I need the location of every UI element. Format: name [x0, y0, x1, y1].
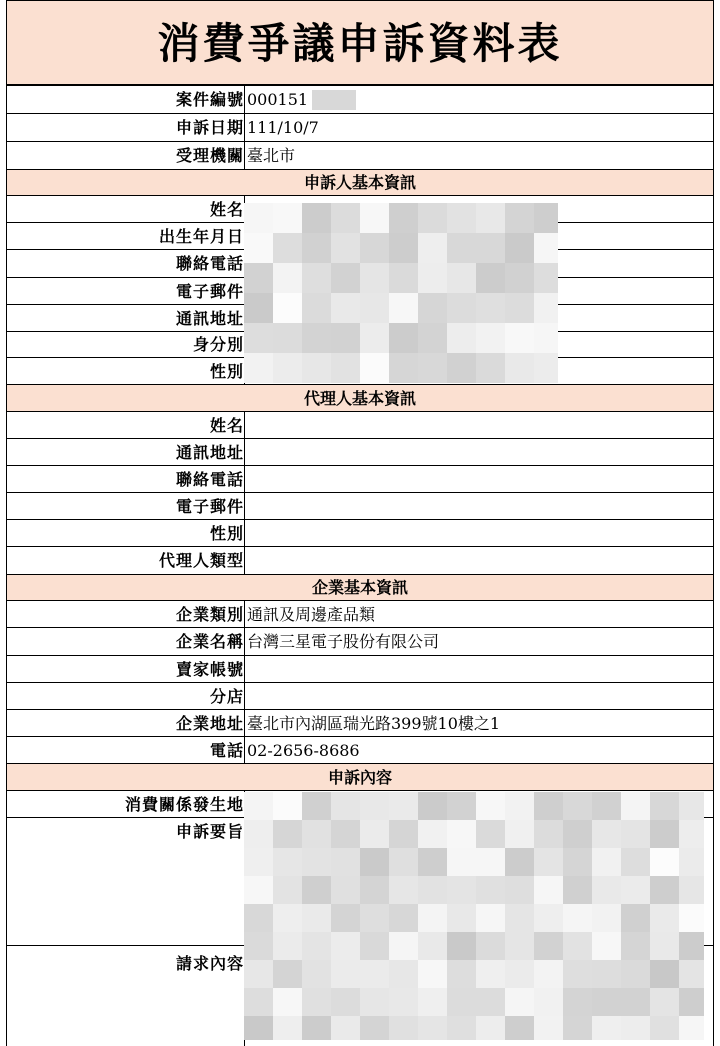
- redaction-cell: [244, 932, 273, 960]
- redaction-cell: [563, 792, 592, 820]
- redaction-cell: [389, 820, 418, 848]
- redaction-cell: [505, 792, 534, 820]
- redaction-cell: [621, 820, 650, 848]
- redaction-cell: [534, 323, 558, 353]
- redaction-cell: [476, 848, 505, 876]
- redaction-cell: [273, 960, 302, 988]
- redaction-cell: [418, 233, 447, 263]
- redaction-cell: [302, 233, 331, 263]
- redaction-cell: [621, 904, 650, 932]
- redaction-cell: [476, 233, 505, 263]
- company-value: [244, 683, 713, 710]
- agent-row: [6, 547, 714, 575]
- redaction-cell: [476, 792, 505, 820]
- redaction-cell: [331, 792, 360, 820]
- agent-value: [244, 412, 713, 439]
- redaction-cell: [273, 203, 302, 233]
- agent-row: [6, 412, 714, 439]
- redaction-cell: [621, 876, 650, 904]
- redaction-cell: [505, 820, 534, 848]
- redaction-cell: [534, 203, 558, 233]
- redaction-cell: [592, 904, 621, 932]
- agent-value: [244, 439, 713, 466]
- agent-value: [244, 466, 713, 493]
- redaction-cell: [302, 323, 331, 353]
- redaction-cell: [302, 353, 331, 383]
- redaction-cell: [360, 1016, 389, 1040]
- redaction-cell: [331, 932, 360, 960]
- redaction-cell: [563, 820, 592, 848]
- redaction-cell: [505, 293, 534, 323]
- agent-label: 代理人類型: [158, 551, 244, 570]
- redaction-cell: [244, 1016, 273, 1040]
- value-filing-date: 111/10/7: [244, 114, 713, 142]
- redaction-cell: [563, 1016, 592, 1040]
- redaction-cell: [563, 932, 592, 960]
- redaction-cell: [418, 904, 447, 932]
- agent-row: [6, 439, 714, 466]
- company-row: [6, 601, 714, 628]
- company-label: 企業名稱: [175, 632, 244, 651]
- redaction-cell: [447, 988, 476, 1016]
- complainant-label: 電子郵件: [175, 282, 244, 301]
- redaction-cell: [476, 263, 505, 293]
- redaction-cell: [650, 988, 679, 1016]
- company-label: 分店: [209, 687, 244, 706]
- redaction-cell: [650, 848, 679, 876]
- redaction-cell: [389, 932, 418, 960]
- redaction-cell: [360, 932, 389, 960]
- redaction-cell: [505, 263, 534, 293]
- redaction-cell: [244, 792, 273, 820]
- redaction-cell: [679, 792, 704, 820]
- company-label: 賣家帳號: [175, 660, 244, 679]
- redaction-cell: [331, 820, 360, 848]
- redaction-cell: [273, 323, 302, 353]
- redaction-cell: [273, 932, 302, 960]
- redaction-cell: [302, 960, 331, 988]
- redaction-cell: [418, 792, 447, 820]
- redaction-cell: [505, 1016, 534, 1040]
- label-complaint-summary: 申訴要旨: [175, 822, 244, 841]
- redaction-cell: [360, 353, 389, 383]
- redaction-cell: [360, 876, 389, 904]
- redaction-cell: [650, 932, 679, 960]
- redaction-cell: [244, 353, 273, 383]
- redaction-cell: [621, 960, 650, 988]
- redaction-cell: [534, 932, 563, 960]
- company-row: [6, 656, 714, 683]
- redaction-cell: [650, 960, 679, 988]
- company-row: [6, 628, 714, 656]
- redaction-cell: [360, 820, 389, 848]
- redaction-cell: [563, 876, 592, 904]
- label-agency: 受理機關: [175, 146, 244, 165]
- redaction-cell: [302, 1016, 331, 1040]
- redaction-complainant: [244, 203, 558, 383]
- redaction-cell: [273, 233, 302, 263]
- redaction-cell: [534, 233, 558, 263]
- company-value: [244, 656, 713, 683]
- redaction-cell: [534, 848, 563, 876]
- redaction-complaint: [244, 792, 704, 1040]
- redaction-cell: [331, 323, 360, 353]
- redaction-cell: [244, 203, 273, 233]
- company-value: 通訊及周邊產品類: [244, 601, 713, 628]
- redaction-cell: [418, 293, 447, 323]
- redaction-cell: [331, 353, 360, 383]
- label-request: 請求內容: [175, 954, 244, 973]
- redaction-cell: [679, 848, 704, 876]
- redaction-cell: [476, 876, 505, 904]
- redaction-cell: [447, 876, 476, 904]
- redaction-cell: [360, 293, 389, 323]
- redaction-cell: [360, 848, 389, 876]
- redaction-cell: [621, 792, 650, 820]
- redaction-cell: [418, 263, 447, 293]
- row-case-number: [6, 86, 714, 114]
- redaction-cell: [389, 1016, 418, 1040]
- redaction-cell: [447, 960, 476, 988]
- redaction-cell: [621, 848, 650, 876]
- agent-label: 電子郵件: [175, 497, 244, 516]
- redaction-cell: [360, 203, 389, 233]
- complainant-label: 聯絡電話: [175, 254, 244, 273]
- redaction-cell: [447, 323, 476, 353]
- agent-label: 通訊地址: [175, 443, 244, 462]
- redaction-cell: [476, 203, 505, 233]
- redaction-cell: [418, 960, 447, 988]
- redaction-cell: [331, 988, 360, 1016]
- redaction-cell: [534, 960, 563, 988]
- agent-value: [244, 493, 713, 520]
- redaction-cell: [447, 263, 476, 293]
- value-agency: 臺北市: [244, 142, 713, 170]
- redaction-cell: [563, 904, 592, 932]
- redaction-cell: [679, 820, 704, 848]
- redaction-cell: [244, 293, 273, 323]
- redaction-cell: [360, 960, 389, 988]
- redaction-cell: [534, 904, 563, 932]
- complainant-label: 性別: [209, 362, 244, 381]
- redaction-cell: [302, 203, 331, 233]
- redaction-cell: [273, 988, 302, 1016]
- redaction-cell: [534, 820, 563, 848]
- redaction-cell: [273, 848, 302, 876]
- redaction-cell: [650, 876, 679, 904]
- agent-value: [244, 547, 713, 575]
- row-agency: [6, 142, 714, 170]
- redaction-cell: [360, 323, 389, 353]
- form-title: 消費爭議申訴資料表: [6, 0, 714, 86]
- redaction-cell: [273, 353, 302, 383]
- redaction-cell: [418, 876, 447, 904]
- redaction-cell: [447, 1016, 476, 1040]
- redaction-cell: [331, 293, 360, 323]
- redaction-cell: [418, 323, 447, 353]
- redaction-cell: [476, 293, 505, 323]
- redaction-cell: [476, 1016, 505, 1040]
- redaction-cell: [331, 233, 360, 263]
- agent-label: 姓名: [209, 416, 244, 435]
- redaction-cell: [476, 820, 505, 848]
- redaction-cell: [505, 960, 534, 988]
- label-filing-date: 申訴日期: [175, 118, 244, 137]
- redaction-cell: [534, 1016, 563, 1040]
- redaction-cell: [389, 203, 418, 233]
- section-company: 企業基本資訊: [6, 575, 714, 601]
- redaction-cell: [331, 960, 360, 988]
- agent-value: [244, 520, 713, 547]
- redaction-cell: [331, 848, 360, 876]
- redaction-cell: [505, 904, 534, 932]
- redaction-cell: [505, 203, 534, 233]
- redaction-cell: [447, 203, 476, 233]
- redaction-cell: [476, 988, 505, 1016]
- redaction-case-number: [312, 90, 356, 110]
- redaction-cell: [476, 960, 505, 988]
- redaction-cell: [679, 904, 704, 932]
- redaction-cell: [563, 848, 592, 876]
- redaction-cell: [447, 904, 476, 932]
- company-row: [6, 710, 714, 737]
- redaction-cell: [505, 848, 534, 876]
- redaction-cell: [273, 263, 302, 293]
- redaction-cell: [679, 1016, 704, 1040]
- redaction-cell: [592, 820, 621, 848]
- value-case-number: 000151: [244, 86, 713, 114]
- company-label: 企業類別: [175, 605, 244, 624]
- redaction-cell: [389, 904, 418, 932]
- redaction-cell: [360, 263, 389, 293]
- redaction-cell: [679, 988, 704, 1016]
- redaction-cell: [447, 848, 476, 876]
- redaction-cell: [244, 323, 273, 353]
- redaction-cell: [360, 904, 389, 932]
- redaction-cell: [505, 876, 534, 904]
- redaction-cell: [389, 960, 418, 988]
- redaction-cell: [418, 820, 447, 848]
- redaction-cell: [302, 932, 331, 960]
- complainant-label: 出生年月日: [158, 227, 244, 246]
- redaction-cell: [592, 1016, 621, 1040]
- redaction-cell: [389, 792, 418, 820]
- redaction-cell: [244, 263, 273, 293]
- redaction-cell: [476, 904, 505, 932]
- row-filing-date: [6, 114, 714, 142]
- redaction-cell: [331, 876, 360, 904]
- redaction-cell: [505, 988, 534, 1016]
- company-value: 臺北市內湖區瑞光路399號10樓之1: [244, 710, 713, 737]
- redaction-cell: [331, 904, 360, 932]
- redaction-cell: [331, 263, 360, 293]
- redaction-cell: [418, 932, 447, 960]
- redaction-cell: [650, 792, 679, 820]
- redaction-cell: [244, 233, 273, 263]
- agent-row: [6, 466, 714, 493]
- redaction-cell: [679, 960, 704, 988]
- redaction-cell: [244, 904, 273, 932]
- redaction-cell: [650, 820, 679, 848]
- complainant-label: 身分別: [192, 335, 244, 354]
- redaction-cell: [447, 233, 476, 263]
- redaction-cell: [360, 233, 389, 263]
- redaction-cell: [534, 792, 563, 820]
- redaction-cell: [592, 960, 621, 988]
- redaction-cell: [389, 848, 418, 876]
- redaction-cell: [302, 263, 331, 293]
- redaction-cell: [650, 1016, 679, 1040]
- redaction-cell: [592, 876, 621, 904]
- company-row: [6, 683, 714, 710]
- redaction-cell: [621, 932, 650, 960]
- redaction-cell: [244, 876, 273, 904]
- company-label: 企業地址: [175, 714, 244, 733]
- redaction-cell: [389, 323, 418, 353]
- redaction-cell: [244, 988, 273, 1016]
- redaction-cell: [244, 820, 273, 848]
- redaction-cell: [534, 293, 558, 323]
- redaction-cell: [592, 848, 621, 876]
- redaction-cell: [244, 960, 273, 988]
- redaction-cell: [331, 203, 360, 233]
- redaction-cell: [360, 988, 389, 1016]
- redaction-cell: [273, 1016, 302, 1040]
- complainant-label: 通訊地址: [175, 309, 244, 328]
- agent-label: 聯絡電話: [175, 470, 244, 489]
- complainant-label: 姓名: [209, 200, 244, 219]
- redaction-cell: [534, 263, 558, 293]
- redaction-cell: [476, 323, 505, 353]
- redaction-cell: [389, 988, 418, 1016]
- redaction-cell: [447, 293, 476, 323]
- redaction-cell: [389, 263, 418, 293]
- redaction-cell: [244, 848, 273, 876]
- redaction-cell: [534, 988, 563, 1016]
- section-complainant: 申訴人基本資訊: [6, 170, 714, 196]
- redaction-cell: [302, 876, 331, 904]
- redaction-cell: [447, 353, 476, 383]
- section-agent: 代理人基本資訊: [6, 385, 714, 412]
- redaction-cell: [273, 904, 302, 932]
- redaction-cell: [592, 988, 621, 1016]
- section-complaint: 申訴內容: [6, 764, 714, 791]
- redaction-cell: [447, 792, 476, 820]
- redaction-cell: [418, 353, 447, 383]
- redaction-cell: [302, 293, 331, 323]
- redaction-cell: [592, 932, 621, 960]
- redaction-cell: [650, 904, 679, 932]
- label-incident-location: 消費關係發生地: [124, 795, 244, 814]
- agent-row: [6, 493, 714, 520]
- redaction-cell: [476, 353, 505, 383]
- redaction-cell: [447, 820, 476, 848]
- redaction-cell: [302, 820, 331, 848]
- redaction-cell: [273, 293, 302, 323]
- redaction-cell: [302, 988, 331, 1016]
- redaction-cell: [679, 876, 704, 904]
- redaction-cell: [534, 876, 563, 904]
- redaction-cell: [505, 353, 534, 383]
- redaction-cell: [273, 792, 302, 820]
- redaction-cell: [389, 353, 418, 383]
- company-value: 台灣三星電子股份有限公司: [244, 628, 713, 656]
- redaction-cell: [389, 233, 418, 263]
- redaction-cell: [273, 820, 302, 848]
- redaction-cell: [505, 233, 534, 263]
- company-value: 02-2656-8686: [244, 737, 713, 764]
- label-case-number: 案件編號: [175, 90, 244, 109]
- redaction-cell: [360, 792, 389, 820]
- company-label: 電話: [209, 741, 244, 760]
- redaction-cell: [418, 848, 447, 876]
- agent-label: 性別: [209, 524, 244, 543]
- redaction-cell: [592, 792, 621, 820]
- redaction-cell: [534, 353, 558, 383]
- redaction-cell: [302, 848, 331, 876]
- redaction-cell: [505, 323, 534, 353]
- company-row: [6, 737, 714, 764]
- redaction-cell: [418, 988, 447, 1016]
- redaction-cell: [447, 932, 476, 960]
- redaction-cell: [418, 203, 447, 233]
- redaction-cell: [621, 1016, 650, 1040]
- redaction-cell: [476, 932, 505, 960]
- redaction-cell: [563, 988, 592, 1016]
- redaction-cell: [389, 293, 418, 323]
- redaction-cell: [505, 932, 534, 960]
- redaction-cell: [389, 876, 418, 904]
- redaction-cell: [331, 1016, 360, 1040]
- agent-row: [6, 520, 714, 547]
- redaction-cell: [302, 904, 331, 932]
- redaction-cell: [563, 960, 592, 988]
- redaction-cell: [679, 932, 704, 960]
- redaction-cell: [621, 988, 650, 1016]
- redaction-cell: [302, 792, 331, 820]
- redaction-cell: [418, 1016, 447, 1040]
- redaction-cell: [273, 876, 302, 904]
